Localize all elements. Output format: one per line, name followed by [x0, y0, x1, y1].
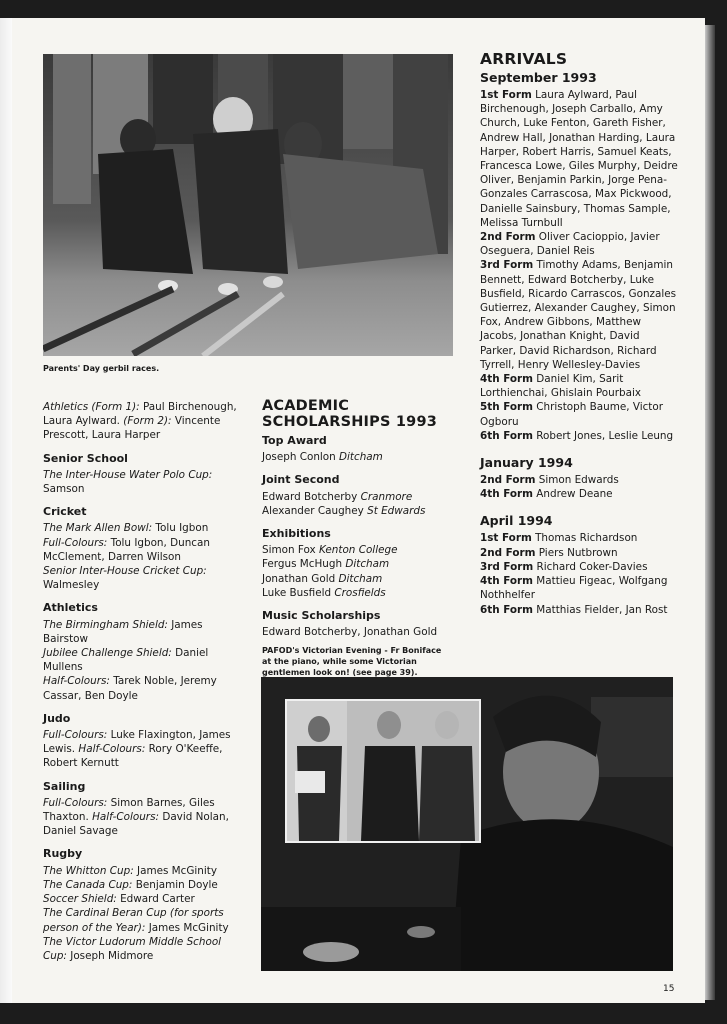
scholarship-groups — [262, 434, 452, 639]
section-heading: Sailing — [43, 779, 86, 793]
plain-text: Edward Carter — [120, 893, 195, 906]
award-entry — [43, 935, 243, 963]
italic-label: The Inter-House Water Polo Cup: — [43, 468, 213, 481]
italic-label: St Edwards — [367, 504, 426, 517]
pupil-names: Mattieu Figeac, Wolfgang Nothhelfer — [480, 575, 668, 602]
scholarships-title-line1: ACADEMIC — [262, 398, 350, 414]
pupil-names: Christoph Baume, Victor Ogboru — [480, 401, 664, 428]
award-entry — [43, 536, 243, 564]
italic-label: Ditcham — [345, 558, 390, 571]
arrivals-title: ARRIVALS — [480, 50, 568, 68]
plain-text: Luke Flaxington, James Lewis. — [43, 729, 231, 756]
arrival-entry — [480, 372, 678, 400]
arrival-entry — [480, 473, 678, 487]
plain-text: Luke Busfield — [262, 586, 335, 599]
pupil-names: Laura Aylward, Paul Birchenough, Joseph Carballo, Amy Church, Luke Fenton, Gareth Fisher, Andrew Hall, Jonathan Harding, Laura Harper, Robert Harris, Samuel Keats, Francesca Lowe, Giles Murphy, Deidre Oliver, Benjamin Parkin, Jorge Pena-Gonzales Carrascosa, Max Pickwood, Danielle Sainsbury, Thomas Sample, Melissa Turnbull — [480, 89, 678, 229]
italic-label: The Birmingham Shield: — [43, 618, 172, 631]
scholarships-title-line2: SCHOLARSHIPS 1993 — [262, 414, 438, 430]
arrival-date: April 1994 — [480, 513, 553, 529]
plain-text: James Bairstow — [43, 618, 203, 645]
arrivals-blocks — [480, 70, 678, 617]
form-label: 4th Form — [480, 488, 533, 501]
form-label: 1st Form — [480, 532, 532, 545]
form-label: 3rd Form — [480, 560, 534, 573]
pupil-names: Thomas Richardson — [535, 532, 638, 545]
italic-label: The Mark Allen Bowl: — [43, 522, 156, 535]
scholarship-line — [262, 572, 452, 586]
pupil-names: Richard Coker-Davies — [536, 560, 648, 573]
italic-label: Crosfields — [334, 586, 386, 599]
form-label: 2nd Form — [480, 474, 536, 487]
italic-label: The Canada Cup: — [43, 878, 136, 891]
form-label: 3rd Form — [480, 259, 534, 272]
award-entry — [43, 521, 243, 535]
scholarship-line — [262, 450, 452, 464]
italic-label: Half-Colours: — [43, 675, 114, 688]
arrival-entry — [480, 487, 678, 501]
victorian-gentlemen-inset — [285, 699, 481, 843]
italic-label: Half-Colours: — [78, 743, 149, 756]
plain-text: Tolu Igbon — [155, 522, 209, 535]
italic-label: Half-Colours: — [92, 811, 163, 824]
scholarship-line — [262, 625, 452, 639]
scholarship-line — [262, 543, 452, 557]
plain-text: Joseph Conlon — [262, 451, 340, 464]
award-entry — [43, 646, 243, 674]
arrival-entry — [480, 429, 678, 443]
form-label: 6th Form — [480, 603, 533, 616]
scholarship-group-title: Top Award — [262, 434, 327, 447]
italic-label: Full-Colours: — [43, 536, 111, 549]
form-label: 1st Form — [480, 89, 532, 101]
arrival-date: January 1994 — [480, 455, 573, 471]
arrival-entry — [480, 574, 678, 602]
italic-label: Ditcham — [339, 451, 383, 464]
pupil-names: Piers Nutbrown — [538, 546, 618, 559]
arrival-entry — [480, 546, 678, 560]
sports-awards-column — [43, 400, 243, 963]
italic-label: The Victor Ludorum Middle School Cup: — [43, 935, 222, 962]
plain-text: Joseph Midmore — [70, 949, 154, 962]
italic-label: Full-Colours: — [43, 729, 111, 742]
pupil-names: Andrew Deane — [536, 488, 613, 501]
pupil-names: Matthias Fielder, Jan Rost — [536, 603, 668, 616]
plain-text: David Nolan, Daniel Savage — [43, 811, 229, 838]
plain-text: Edward Botcherby — [262, 490, 361, 503]
plain-text: Rory O'Keeffe, Robert Kernutt — [43, 743, 223, 770]
plain-text: Tolu Igbon, Duncan McClement, Darren Wilson — [43, 536, 210, 563]
award-entry — [43, 618, 243, 646]
page-binding — [0, 18, 12, 1003]
pupil-names: Simon Edwards — [538, 474, 619, 487]
page-edge — [705, 25, 715, 1000]
italic-label: Senior Inter-House Cricket Cup: — [43, 565, 207, 578]
form-label: 5th Form — [480, 401, 533, 414]
arrival-entry — [480, 88, 678, 230]
plain-text: Edward Botcherby, Jonathan Gold — [262, 626, 438, 639]
scholarship-group-title: Joint Second — [262, 473, 340, 487]
scholarship-line — [262, 586, 452, 600]
award-entry — [43, 796, 243, 839]
athletics-form-awards — [43, 400, 243, 443]
scholarship-line — [262, 557, 452, 571]
arrivals-column — [480, 50, 678, 617]
form-label: 4th Form — [480, 575, 533, 588]
italic-label: The Cardinal Beran Cup (for sports person of the Year): — [43, 907, 224, 934]
award-entry — [43, 878, 243, 892]
page-number: 15 — [663, 984, 675, 994]
award-entry — [43, 674, 243, 702]
plain-text: Alexander Caughey — [262, 504, 368, 517]
plain-text: James McGinity — [137, 864, 217, 877]
arrival-date: September 1993 — [480, 70, 597, 85]
italic-label: The Whitton Cup: — [43, 864, 138, 877]
section-heading: Judo — [43, 711, 71, 725]
victorian-evening-caption: PAFOD's Victorian Evening - Fr Boniface at the piano, while some Victorian gentlemen look on! (see page 39). — [262, 646, 442, 678]
award-entry — [43, 892, 243, 906]
plain-text: James McGinity — [148, 921, 229, 934]
plain-text: Benjamin Doyle — [135, 878, 218, 891]
award-entry — [43, 728, 243, 771]
scholarship-line — [262, 504, 452, 518]
plain-text: Jonathan Gold — [262, 572, 339, 585]
arrival-entry — [480, 258, 678, 372]
award-entry — [43, 906, 243, 934]
italic-label: Kenton College — [318, 544, 398, 557]
italic-label: Jubilee Challenge Shield: — [43, 647, 176, 660]
arrival-entry — [480, 230, 678, 258]
italic-label: Soccer Shield: — [43, 893, 121, 906]
form-label: 2nd Form — [480, 546, 536, 559]
italic-label: Athletics (Form 1): — [43, 401, 143, 413]
plain-text: Fergus McHugh — [262, 558, 346, 571]
section-heading: Athletics — [43, 601, 98, 615]
plain-text: Paul Birchenough, Laura Aylward. — [43, 401, 237, 428]
form-label: 6th Form — [480, 429, 533, 442]
pupil-names: Oliver Cacioppio, Javier Oseguera, Daniel Reis — [480, 231, 660, 258]
section-heading: Rugby — [43, 847, 83, 861]
plain-text: Simon Fox — [262, 544, 319, 557]
scholarship-line — [262, 490, 452, 504]
pupil-names: Robert Jones, Leslie Leung — [536, 429, 674, 442]
pupil-names: Timothy Adams, Benjamin Bennett, Edward Botcherby, Luke Busfield, Ricardo Carrascos, Gonzales Gutierrez, Alexander Caughey, Simon Fox, Andrew Gibbons, Matthew Jacobs, Jonathan Knight, David Parker, David Richardson, Richard Tyrrell, Henry Wellesley-Davies — [480, 259, 677, 371]
plain-text: Daniel Mullens — [43, 647, 209, 674]
plain-text: Walmesley — [43, 579, 100, 592]
scholarship-group-title: Exhibitions — [262, 527, 331, 541]
victorian-evening-photo — [261, 677, 673, 971]
italic-label: Ditcham — [338, 572, 383, 585]
section-heading: Senior School — [43, 451, 128, 465]
scholarship-group-title: Music Scholarships — [262, 609, 381, 623]
academic-scholarships-column — [262, 398, 452, 678]
plain-text: Tarek Noble, Jeremy Cassar, Ben Doyle — [43, 675, 217, 702]
arrival-entry — [480, 531, 678, 545]
plain-text: Vincente Prescott, Laura Harper — [43, 415, 221, 442]
arrival-entry — [480, 603, 678, 617]
award-entry — [43, 482, 243, 496]
plain-text: Simon Barnes, Giles Thaxton. — [43, 796, 215, 824]
gerbil-races-photo — [43, 54, 453, 356]
award-entry — [43, 564, 243, 592]
italic-label: Cranmore — [360, 490, 413, 503]
section-heading: Cricket — [43, 505, 87, 519]
italic-label: Full-Colours: — [43, 796, 111, 809]
form-label: 4th Form — [480, 373, 533, 386]
gerbil-races-caption: Parents' Day gerbil races. — [43, 364, 160, 373]
pupil-names: Daniel Kim, Sarit Lorthienchai, Ghislain Pourbaix — [480, 373, 641, 400]
form-label: 2nd Form — [480, 231, 536, 244]
award-entry — [43, 468, 243, 482]
arrival-entry — [480, 560, 678, 574]
arrival-entry — [480, 400, 678, 428]
plain-text: Samson — [43, 483, 85, 496]
award-entry — [43, 864, 243, 878]
italic-label: (Form 2): — [123, 415, 175, 428]
